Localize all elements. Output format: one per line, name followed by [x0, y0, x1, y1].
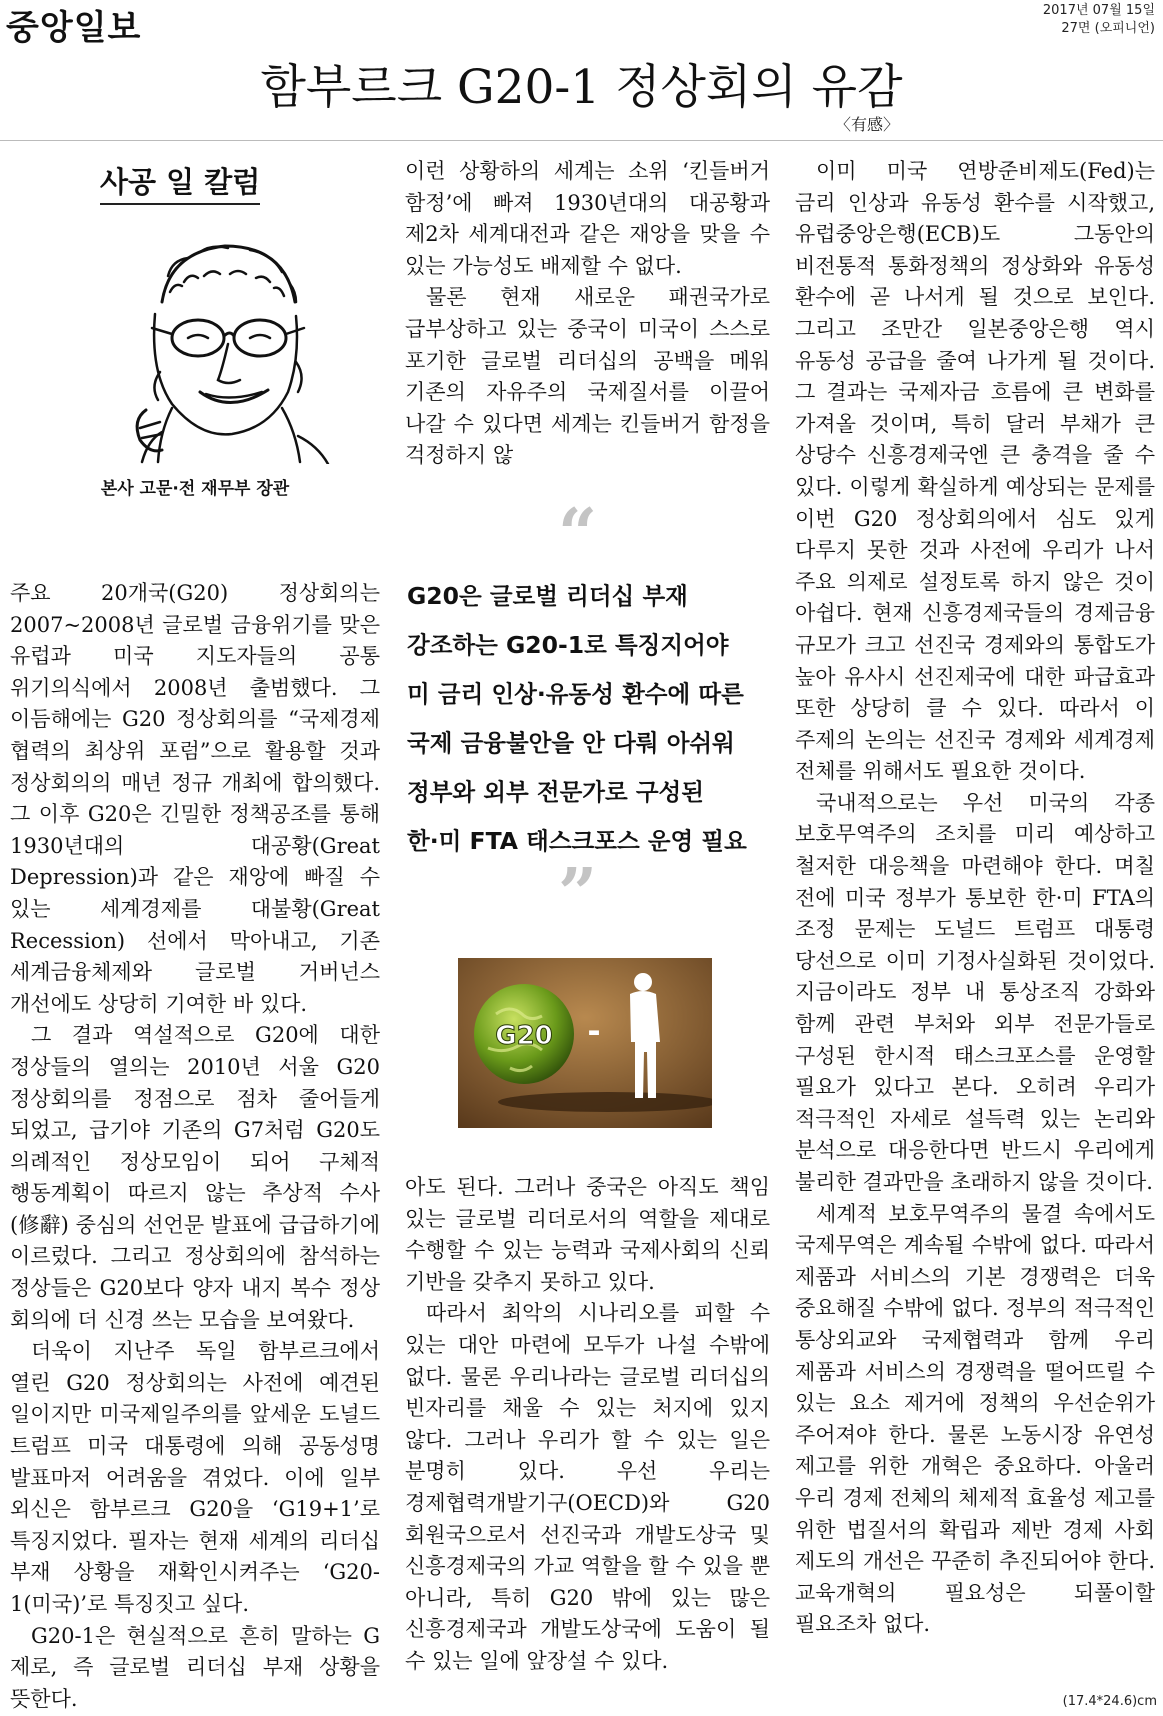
pull-quote-line: 강조하는 G20-1로 특징지어야 — [407, 631, 729, 659]
newspaper-logo: 중앙일보 — [6, 8, 142, 48]
paragraph: 주요 20개국(G20) 정상회의는 2007~2008년 글로벌 금융위기를 맞은 유럽과 미국 지도자들의 공통 위기의식에서 2008년 출범했다. 그 이듬해에는 G20 정상회의를 “국제경제 협력의 최상위 포럼”으로 활용할 것과 정상회의의 매년 정규 개최에 합의했다. 그 이후 G20은 긴밀한 정책공조를 통해 1930년대의 대공황(Great Depression)과 같은 재앙에 빠질 수 있는 세계경제를 대불황(Great Recession) 선에서 막아내고, 기존 세계금융체제와 글로벌 거버넌스 개선에도 상당히 기여한 바 있다. — [10, 581, 380, 1016]
paragraph: 세계적 보호무역주의 물결 속에서도 국제무역은 계속될 수밖에 없다. 따라서 제품과 서비스의 기본 경쟁력은 더욱 중요해질 수밖에 없다. 정부의 적극적인 통상외교와 국제협력과 함께 우리 제품과 서비스의 경쟁력을 떨어뜨릴 수 있는 요소 제거에 정책의 우선순위가 주어져야 한다. 물론 노동시장 유연성 제고를 위한 개혁은 중요하다. 아울러 우리 경제 전체의 체제적 효율성 제고를 위한 법질서의 확립과 제반 경제 사회 제도의 개선은 꾸준히 추진되어야 한다. 교육개혁의 필요성은 되풀이할 필요조차 없다. — [795, 1201, 1155, 1637]
paragraph: 이미 미국 연방준비제도(Fed)는 금리 인상과 유동성 환수를 시작했고, 유럽중앙은행(ECB)도 그동안의 비전통적 통화정책의 정상화와 유동성 환수에 곧 나서게 될 것으로 보인다. 그리고 조만간 일본중앙은행 역시 유동성 공급을 줄여 나가게 될 것이다. 그 결과는 국제자금 흐름에 큰 변화를 가져올 것이며, 특히 달러 부채가 큰 상당수 신흥경제국엔 큰 충격을 줄 수 있다. 이렇게 확실하게 예상되는 문제를 이번 G20 정상회의에서 심도 있게 다루지 못한 것과 사전에 우리가 나서 주요 의제로 설정토록 하지 않은 것이 아쉽다. 현재 신흥경제국들의 경제금융 규모가 크고 선진국 경제와의 통합도가 높아 유사시 선진제국에 대한 파급효과 또한 상당히 클 수 있다. 따라서 이 주제의 논의는 선진국 경제와 세계경제 전체를 위해서도 필요한 것이다. — [795, 159, 1155, 784]
portrait-sketch — [137, 246, 328, 464]
article-headline: 함부르크 G20-1 정상회의 유감 — [260, 60, 903, 115]
paragraph: 국내적으로는 우선 미국의 각종 보호무역주의 조치를 미리 예상하고 철저한 대응책을 마련해야 한다. 며칠 전에 미국 정부가 통보한 한·미 FTA의 조정 문제는 도널드 트럼프 대통령 당선으로 이미 기정사실화된 것이었다. 지금이라도 정부 내 통상조직 강화와 함께 관련 부처와 외부 전문가들로 구성된 한시적 태스크포스를 운영할 필요가 있다고 본다. 오히려 우리가 적극적인 자세로 설득력 있는 논리와 분석으로 대응한다면 반드시 우리에게 불리한 결과만을 초래하지 않을 것이다. — [795, 790, 1155, 1194]
quote-close-mark: ” — [558, 854, 598, 934]
paragraph: 물론 현재 새로운 패권국가로 급부상하고 있는 중국이 미국이 스스로 포기한 글로벌 리더십의 공백을 메워 기존의 자유주의 국제질서를 이끌어 나갈 수 있다면 세계는 킨들버거 함정을 걱정하지 않 — [405, 285, 770, 468]
column-b-bottom — [405, 1172, 770, 1678]
column-a — [10, 578, 380, 1715]
paragraph: 따라서 최악의 시나리오를 피할 수 있는 대안 마련에 모두가 나설 수밖에 없다. 물론 우리나라는 글로벌 리더십의 빈자리를 채울 수 있는 처지에 있지 않다. 그러나 우리가 할 수 있는 일은 분명히 있다. 우선 우리는 경제협력개발기구(OECD)와 G20 회원국으로서 선진국과 개발도상국 및 신흥경제국의 가교 역할을 할 수 있을 뿐 아니라, 특히 G20 밖에 있는 많은 신흥경제국과 개발도상국에 도움이 될 수 있는 일에 앞장설 수 있다. — [405, 1301, 770, 1673]
paragraph: 그 결과 역설적으로 G20에 대한 정상들의 열의는 2010년 서울 G20 정상회의를 정점으로 점차 줄어들게 되었고, 급기야 기존의 G7처럼 G20도 의례적인 정상모임이 되어 구체적 행동계획이 따르지 않는 추상적 수사(修辭) 중심의 선언문 발표에 급급하기에 이르렀다. 그리고 정상회의에 참석하는 정상들은 G20보다 양자 내지 복수 정상 회의에 더 신경 쓰는 모습을 보여왔다. — [10, 1023, 380, 1332]
globe-label: G20 — [495, 1021, 553, 1051]
paragraph: G20-1은 현실적으로 흔히 말하는 G 제로, 즉 글로벌 리더십 부재 상황을 뜻한다. — [10, 1623, 380, 1711]
pull-quote-line: G20은 글로벌 리더십 부재 — [407, 582, 688, 610]
paragraph: 이런 상황하의 세계는 소위 ‘킨들버거 함정’에 빠져 1930년대의 대공황과 제2차 세계대전과 같은 재앙을 맞을 수 있는 가능성도 배제할 수 없다. — [405, 159, 770, 278]
column-name: 사공 일 칼럼 — [100, 160, 260, 205]
paragraph: 아도 된다. 그러나 중국은 아직도 책임 있는 글로벌 리더로서의 역할을 제대로 수행할 수 있는 능력과 국제사회의 신뢰 기반을 갖추지 못하고 있다. — [405, 1175, 770, 1294]
minus-sign: - — [587, 1012, 601, 1050]
author-portrait — [100, 232, 340, 464]
pull-quote-line: 국제 금융불안을 안 다뤄 아쉬워 — [407, 729, 735, 757]
pull-quote-line: 미 금리 인상·유동성 환수에 따른 — [407, 680, 744, 708]
pull-quote-line: 정부와 외부 전문가로 구성된 — [407, 778, 704, 806]
quote-open-mark: “ — [558, 494, 598, 574]
column-c — [795, 156, 1155, 1641]
pull-quote — [407, 572, 775, 866]
publish-date: 2017년 07월 15일 — [1042, 3, 1155, 18]
dateline — [1043, 2, 1155, 38]
headline-hanja: 〈有感〉 — [835, 115, 900, 134]
size-note: (17.4*24.6)cm — [1062, 1694, 1157, 1709]
shadow — [498, 1092, 712, 1112]
header-divider — [0, 140, 1163, 141]
author-byline: 본사 고문·전 재무부 장관 — [100, 479, 290, 499]
column-b-top — [405, 156, 770, 472]
page-section: 27면 (오피니언) — [1061, 21, 1155, 36]
g20-illustration — [458, 958, 712, 1128]
pull-quote-line: 한·미 FTA 태스크포스 운영 필요 — [407, 827, 747, 855]
paragraph: 더욱이 지난주 독일 함부르크에서 열린 G20 정상회의는 사전에 예견된 일이지만 미국제일주의를 앞세운 도널드 트럼프 미국 대통령에 의해 공동성명 발표마저 어려움을 겪었다. 이에 일부 외신은 함부르크 G20을 ‘G19+1’로 특징지었다. 필자는 현재 세계의 리더십 부재 상황을 재확인시켜주는 ‘G20-1(미국)’로 특징짓고 싶다. — [10, 1339, 380, 1616]
